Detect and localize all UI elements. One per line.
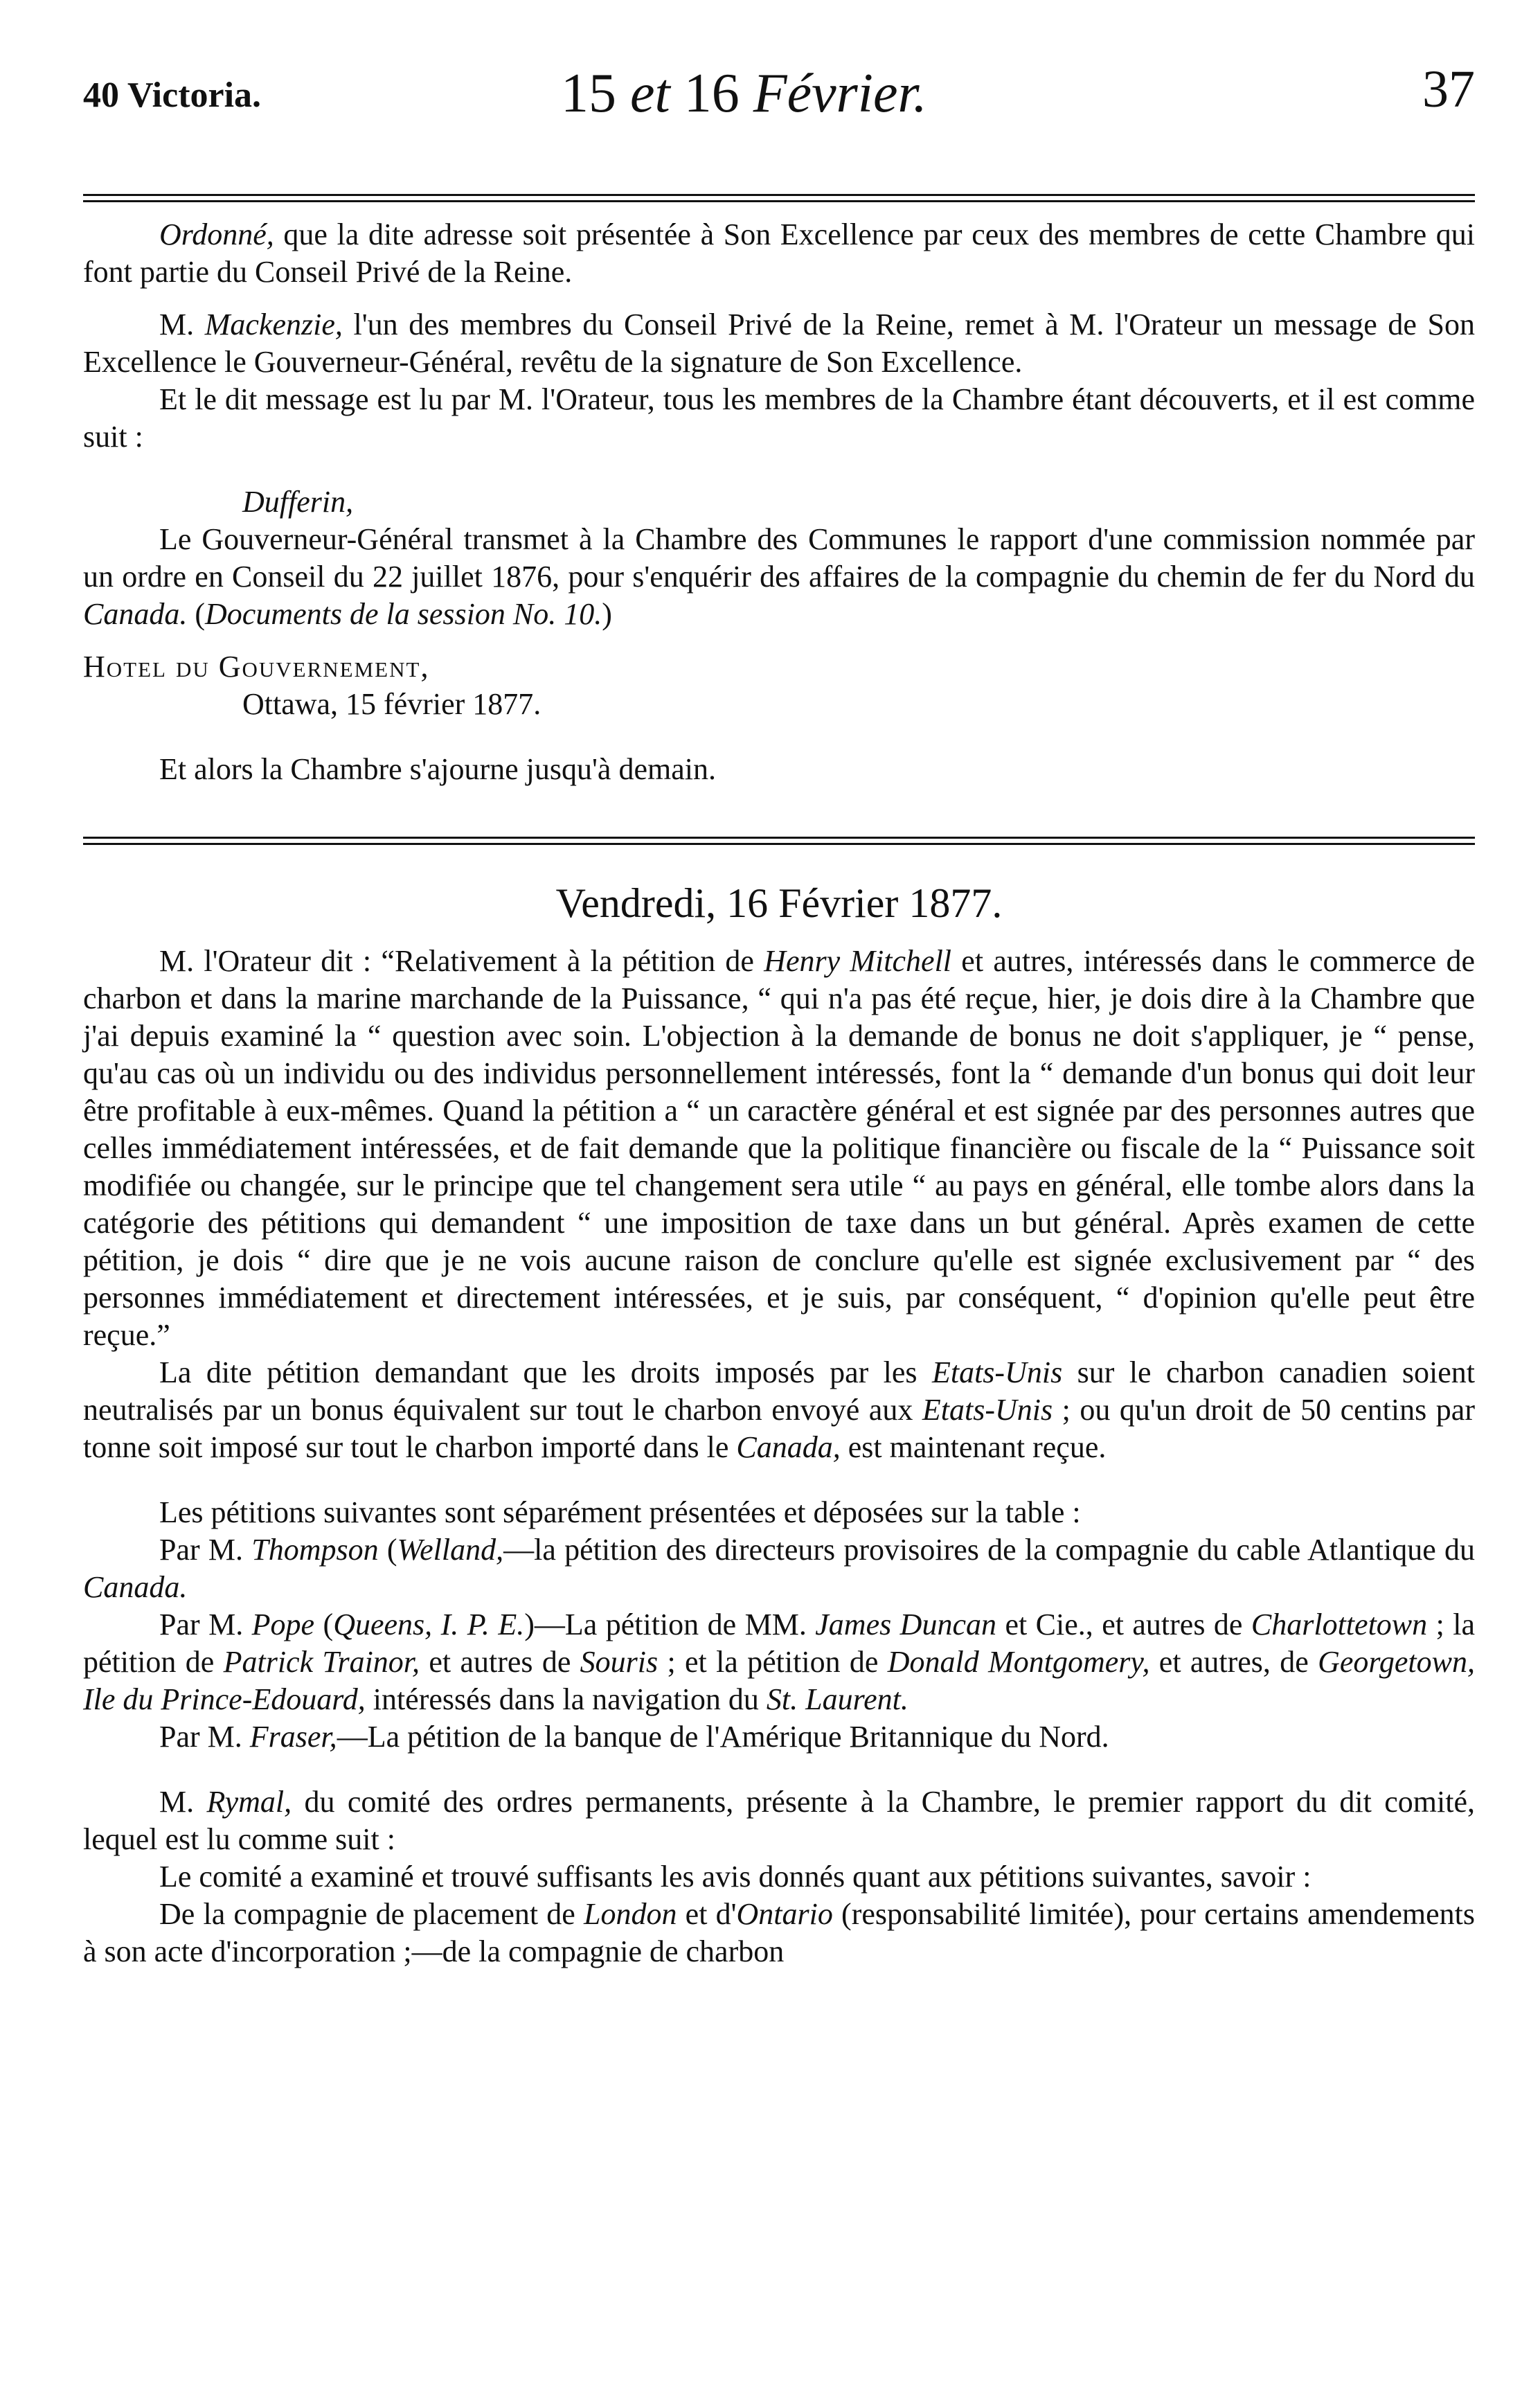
date-month: Février. <box>753 63 927 124</box>
par2-h: et autres, de <box>1149 1645 1318 1679</box>
petition-a: La dite pétition demandant que les droits imposés par les <box>159 1355 932 1389</box>
paragraph-london-ontario <box>83 1896 1475 1970</box>
par1-em-welland: Welland, <box>397 1533 504 1567</box>
date-num-2: 16 <box>683 63 740 124</box>
running-head-date <box>561 62 927 125</box>
paragraph-par-thompson <box>83 1531 1475 1606</box>
hotel-du-gouvernement: Hotel du Gouvernement, <box>83 650 430 684</box>
petition-d: est maintenant reçue. <box>840 1430 1107 1464</box>
par2-em-souris: Souris <box>580 1645 659 1679</box>
message-em-canada: Canada. <box>83 597 188 631</box>
paragraph-ordonne <box>83 216 1475 291</box>
rymal-b: du comité des ordres permanents, présente à la Chambre, le premier rapport du dit comité, lequel est lu comme suit : <box>83 1785 1475 1856</box>
last-b: et d' <box>677 1897 737 1931</box>
message-b: ( <box>187 597 206 631</box>
dateline-ottawa: Ottawa, 15 février 1877. <box>242 687 541 721</box>
message-a: Le Gouverneur-Général transmet à la Chambre des Communes le rapport d'une commission nommée par un ordre en Conseil du 22 juillet 1876, pour s'enquérir des affaires de la compagnie du chemin de fer du Nord du <box>83 522 1475 594</box>
par2-em-duncan: James Duncan <box>815 1608 996 1641</box>
par2-em-montgomery: Donald Montgomery, <box>887 1645 1150 1679</box>
par2-em-st-laurent: St. Laurent. <box>766 1682 908 1716</box>
rymal-em: Rymal, <box>206 1785 292 1819</box>
par1-c: —la pétition des directeurs provisoires de la compagnie du cable Atlantique du <box>503 1533 1476 1567</box>
petition-em-etats-unis-1: Etats-Unis <box>931 1355 1063 1389</box>
page-header <box>83 55 1475 125</box>
paragraph-speaker <box>83 943 1475 1354</box>
par2-b: ( <box>314 1608 334 1641</box>
par2-em-georgetown: Georgetown, Ile du Prince-Edouard, <box>83 1645 1475 1716</box>
message-c: ) <box>602 597 612 631</box>
petition-em-etats-unis-2: Etats-Unis <box>922 1393 1053 1427</box>
ordonne-em: Ordonné, <box>159 217 274 251</box>
paragraph-petition-coal <box>83 1354 1475 1466</box>
paragraph-mackenzie <box>83 306 1475 381</box>
par3-em-fraser: Fraser, <box>249 1720 337 1754</box>
speaker-a: M. l'Orateur dit : “Relativement à la pétition de <box>159 944 764 978</box>
mackenzie-text: l'un des membres du Conseil Privé de la Reine, remet à M. l'Orateur un message de Son Excellence le Gouverneur-Général, revêtu de la signature de Son Excellence. <box>83 308 1476 379</box>
par1-em-canada: Canada. <box>83 1570 188 1604</box>
page-number: 37 <box>1422 60 1475 118</box>
paragraph-governor-message <box>83 521 1475 633</box>
middle-double-rule <box>83 837 1475 845</box>
par1-a: Par M. <box>159 1533 252 1567</box>
par2-i: intéressés dans la navigation du <box>365 1682 767 1716</box>
paragraph-petitions-intro: Les pétitions suivantes sont séparément présentées et déposées sur la table : <box>159 1495 1081 1529</box>
petition-c: ; ou qu'un droit de 50 centins par tonne soit imposé sur tout le charbon importé dans le <box>83 1393 1475 1464</box>
date-et: et <box>630 63 670 124</box>
par2-d: et Cie., et autres de <box>996 1608 1251 1641</box>
par1-b: ( <box>378 1533 397 1567</box>
par2-e: ; la pétition de <box>83 1608 1476 1679</box>
date-num-1: 15 <box>561 63 616 124</box>
mackenzie-pre: M. <box>159 308 205 341</box>
par3-b: —La pétition de la banque de l'Amérique Britannique du Nord. <box>337 1720 1109 1754</box>
petition-b: sur le charbon canadien soient neutralisés par un bonus équivalent sur tout le charbon envoyé aux <box>83 1355 1476 1427</box>
last-em-london: London <box>584 1897 677 1931</box>
paragraph-rymal <box>83 1783 1475 1858</box>
par2-em-pope: Pope <box>251 1608 315 1641</box>
last-a: De la compagnie de placement de <box>159 1897 584 1931</box>
paragraph-par-fraser <box>83 1718 1475 1756</box>
last-c: (responsabilité limitée), pour certains amendements à son acte d'incorporation ;—de la compagnie de charbon <box>83 1897 1475 1968</box>
par2-em-charlottetown: Charlottetown <box>1251 1608 1428 1641</box>
paragraph-adjourn: Et alors la Chambre s'ajourne jusqu'à demain. <box>159 752 716 786</box>
mackenzie-em: Mackenzie, <box>204 308 343 341</box>
section-title-vendredi: Vendredi, 16 Février 1877. <box>555 880 1003 926</box>
running-head-left: 40 Victoria. <box>83 75 262 115</box>
rymal-a: M. <box>159 1785 207 1819</box>
par2-g: ; et la pétition de <box>658 1645 888 1679</box>
par2-f: et autres de <box>420 1645 580 1679</box>
paragraph-comite: Le comité a examiné et trouvé suffisants les avis donnés quant aux pétitions suivantes, savoir : <box>159 1860 1311 1894</box>
last-em-ontario: Ontario <box>736 1897 833 1931</box>
par1-em-thompson: Thompson <box>251 1533 379 1567</box>
par3-a: Par M. <box>159 1720 250 1754</box>
paragraph-message-read: Et le dit message est lu par M. l'Orateur, tous les membres de la Chambre étant découverts, et il est comme suit : <box>83 382 1475 454</box>
paragraph-par-pope <box>83 1606 1475 1718</box>
signature-dufferin: Dufferin, <box>242 485 354 519</box>
document-page <box>83 55 1475 1970</box>
message-em-documents: Documents de la session No. 10. <box>205 597 602 631</box>
par2-em-queens: Queens, I. P. E. <box>333 1608 525 1641</box>
par2-a: Par M. <box>159 1608 252 1641</box>
par2-c: )—La pétition de MM. <box>524 1608 816 1641</box>
speaker-em-mitchell: Henry Mitchell <box>764 944 952 978</box>
speaker-b: et autres, intéressés dans le commerce de charbon et dans la marine marchande de la Puissance, “ qui n'a pas été reçue, hier, je dois dire à la Chambre que j'ai depuis examiné la “ question avec soin. L'objection à la demande de bonus ne doit s'appliquer, je “ pense, qu'au cas où un individu ou des individus personnellement intéressés, font la “ demande d'un bonus qui doit leur être profitable à eux-mêmes. Quand la pétition a “ un caractère général et est signée par des personnes autres que celles immédiatement intéressées, et de fait demande que la politique financière ou fiscale de la “ Puissance soit modifiée ou changée, sur le principe que tel changement sera utile “ au pays en général, elle tombe alors dans la catégorie des pétitions qui demandent “ une imposition de taxe dans un but général. Après examen de cette pétition, je dois “ dire que je ne vois aucune raison de conclure qu'elle est signée exclusivement par “ des personnes immédiatement et directement intéressées, et je suis, par conséquent, “ d'opinion qu'elle peut être reçue.” <box>83 944 1475 1352</box>
ordonne-text: que la dite adresse soit présentée à Son Excellence par ceux des membres de cette Chambre qui font partie du Conseil Privé de la Reine. <box>83 217 1475 289</box>
par2-em-trainor: Patrick Trainor, <box>223 1645 420 1679</box>
petition-em-canada: Canada, <box>736 1430 841 1464</box>
top-double-rule <box>83 194 1475 202</box>
